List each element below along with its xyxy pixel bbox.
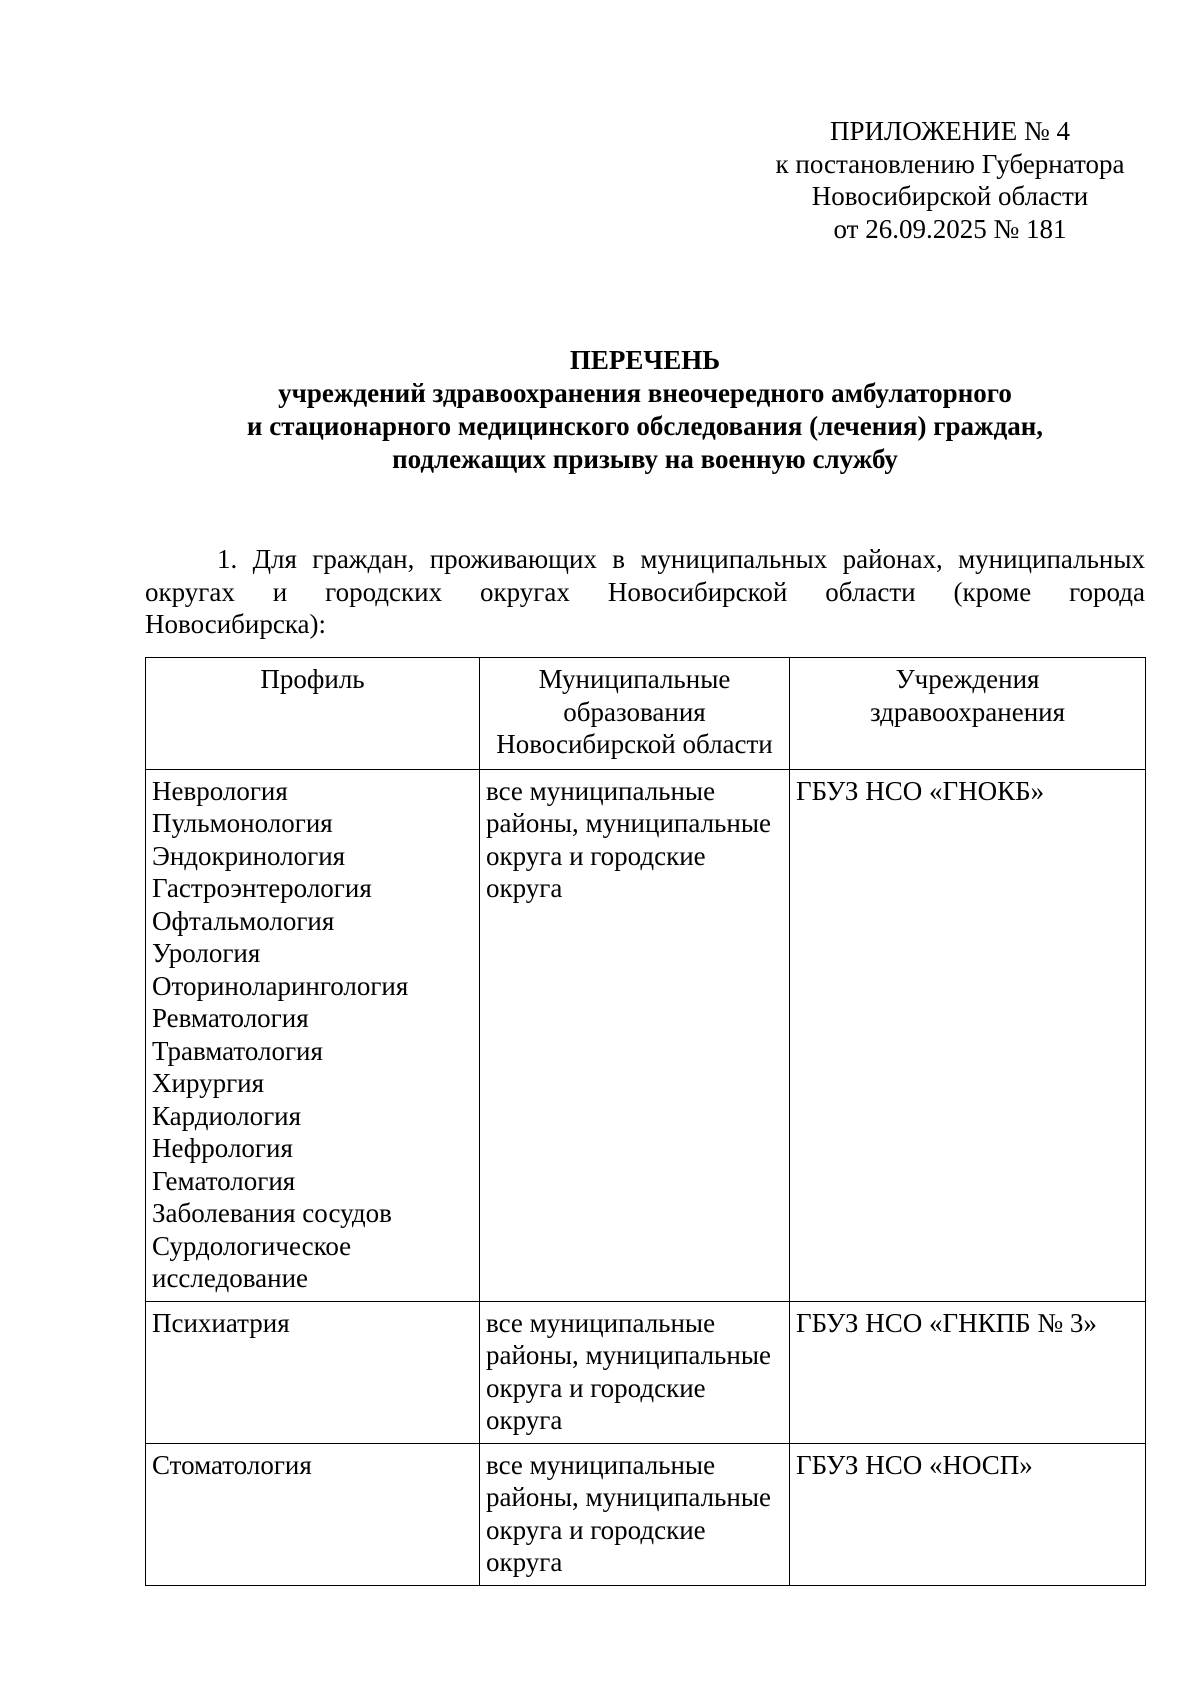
title-line: и стационарного медицинского обследования (лечения) граждан, [246, 411, 1044, 441]
cell-line: округа [486, 873, 563, 903]
cell-line: здравоохранения [869, 696, 1066, 727]
cell-line: образования [563, 696, 706, 727]
cell-line: Новосибирской области [496, 729, 773, 759]
intro-paragraph [145, 543, 1145, 641]
cell-line: все муниципальные [486, 1449, 716, 1480]
cell-line: Гематология [152, 1165, 296, 1196]
cell-line: Психиатрия [152, 1307, 290, 1338]
title-heading: ПЕРЕЧЕНЬ [569, 345, 721, 375]
cell-line: Урология [152, 938, 261, 968]
cell-line: Неврология [152, 775, 288, 806]
cell-line: Ревматология [152, 1003, 309, 1033]
header-institution [790, 658, 1146, 770]
appendix-number: ПРИЛОЖЕНИЕ № 4 [829, 116, 1071, 146]
cell-line: Травматология [152, 1035, 323, 1066]
cell-line: все муниципальные [486, 1307, 716, 1338]
cell-line: Муниципальные [538, 664, 731, 694]
cell-line: Сурдологическое [152, 1230, 352, 1261]
cell-line: районы, муниципальные [486, 1482, 771, 1512]
appendix-block [690, 115, 1200, 245]
header-municipal [480, 658, 790, 770]
cell-line: Кардиология [152, 1100, 302, 1131]
cell-line: округа и городские [486, 840, 706, 871]
cell-profile [146, 1301, 480, 1443]
cell-line: Офтальмология [152, 905, 335, 936]
title-line: подлежащих призыву на военную службу [392, 444, 898, 474]
table-row [146, 1443, 1146, 1585]
cell-line: Заболевания сосудов [152, 1198, 392, 1228]
cell-line: Профиль [260, 664, 365, 694]
appendix-region: Новосибирской области [811, 181, 1089, 211]
cell-line: округа [486, 1547, 563, 1577]
cell-line: исследование [152, 1263, 309, 1293]
cell-institution [790, 1443, 1146, 1585]
cell-line: Нефрология [152, 1133, 293, 1163]
header-profile [146, 658, 480, 770]
cell-municipal [480, 1443, 790, 1585]
cell-line: Стоматология [152, 1449, 312, 1480]
cell-line: Хирургия [152, 1068, 265, 1098]
cell-line: Пульмонология [152, 808, 333, 838]
appendix-date-number: от 26.09.2025 № 181 [833, 213, 1067, 244]
table-row [146, 1301, 1146, 1443]
table-row [146, 769, 1146, 1301]
cell-line: округа и городские [486, 1514, 706, 1545]
cell-line: ГБУЗ НСО «ГНОКБ» [796, 775, 1045, 806]
cell-municipal [480, 1301, 790, 1443]
cell-municipal [480, 769, 790, 1301]
cell-profile [146, 769, 480, 1301]
cell-line: районы, муниципальные [486, 808, 771, 838]
appendix-reference: к постановлению Губернатора [775, 148, 1125, 179]
intro-line: Новосибирска): [145, 609, 327, 639]
cell-line: Учреждения [895, 664, 1040, 694]
table-header-row [146, 658, 1146, 770]
cell-profile [146, 1443, 480, 1585]
cell-line: районы, муниципальные [486, 1340, 771, 1370]
cell-line: Оториноларингология [152, 970, 409, 1001]
cell-line: округа [486, 1405, 563, 1435]
title-line: учреждений здравоохранения внеочередного амбулаторного [278, 378, 1012, 408]
intro-line: округах и городских округах Новосибирской области (кроме города [145, 576, 1145, 607]
cell-line: ГБУЗ НСО «НОСП» [796, 1449, 1033, 1480]
document-title [145, 344, 1145, 476]
cell-institution [790, 1301, 1146, 1443]
cell-line: Эндокринология [152, 840, 346, 871]
cell-institution [790, 769, 1146, 1301]
cell-line: все муниципальные [486, 775, 716, 806]
cell-line: ГБУЗ НСО «ГНКПБ № 3» [796, 1307, 1097, 1338]
intro-line: 1. Для граждан, проживающих в муниципальных районах, муниципальных [217, 544, 1145, 574]
institutions-table [145, 657, 1146, 1586]
cell-line: Гастроэнтерология [152, 873, 372, 903]
cell-line: округа и городские [486, 1372, 706, 1403]
